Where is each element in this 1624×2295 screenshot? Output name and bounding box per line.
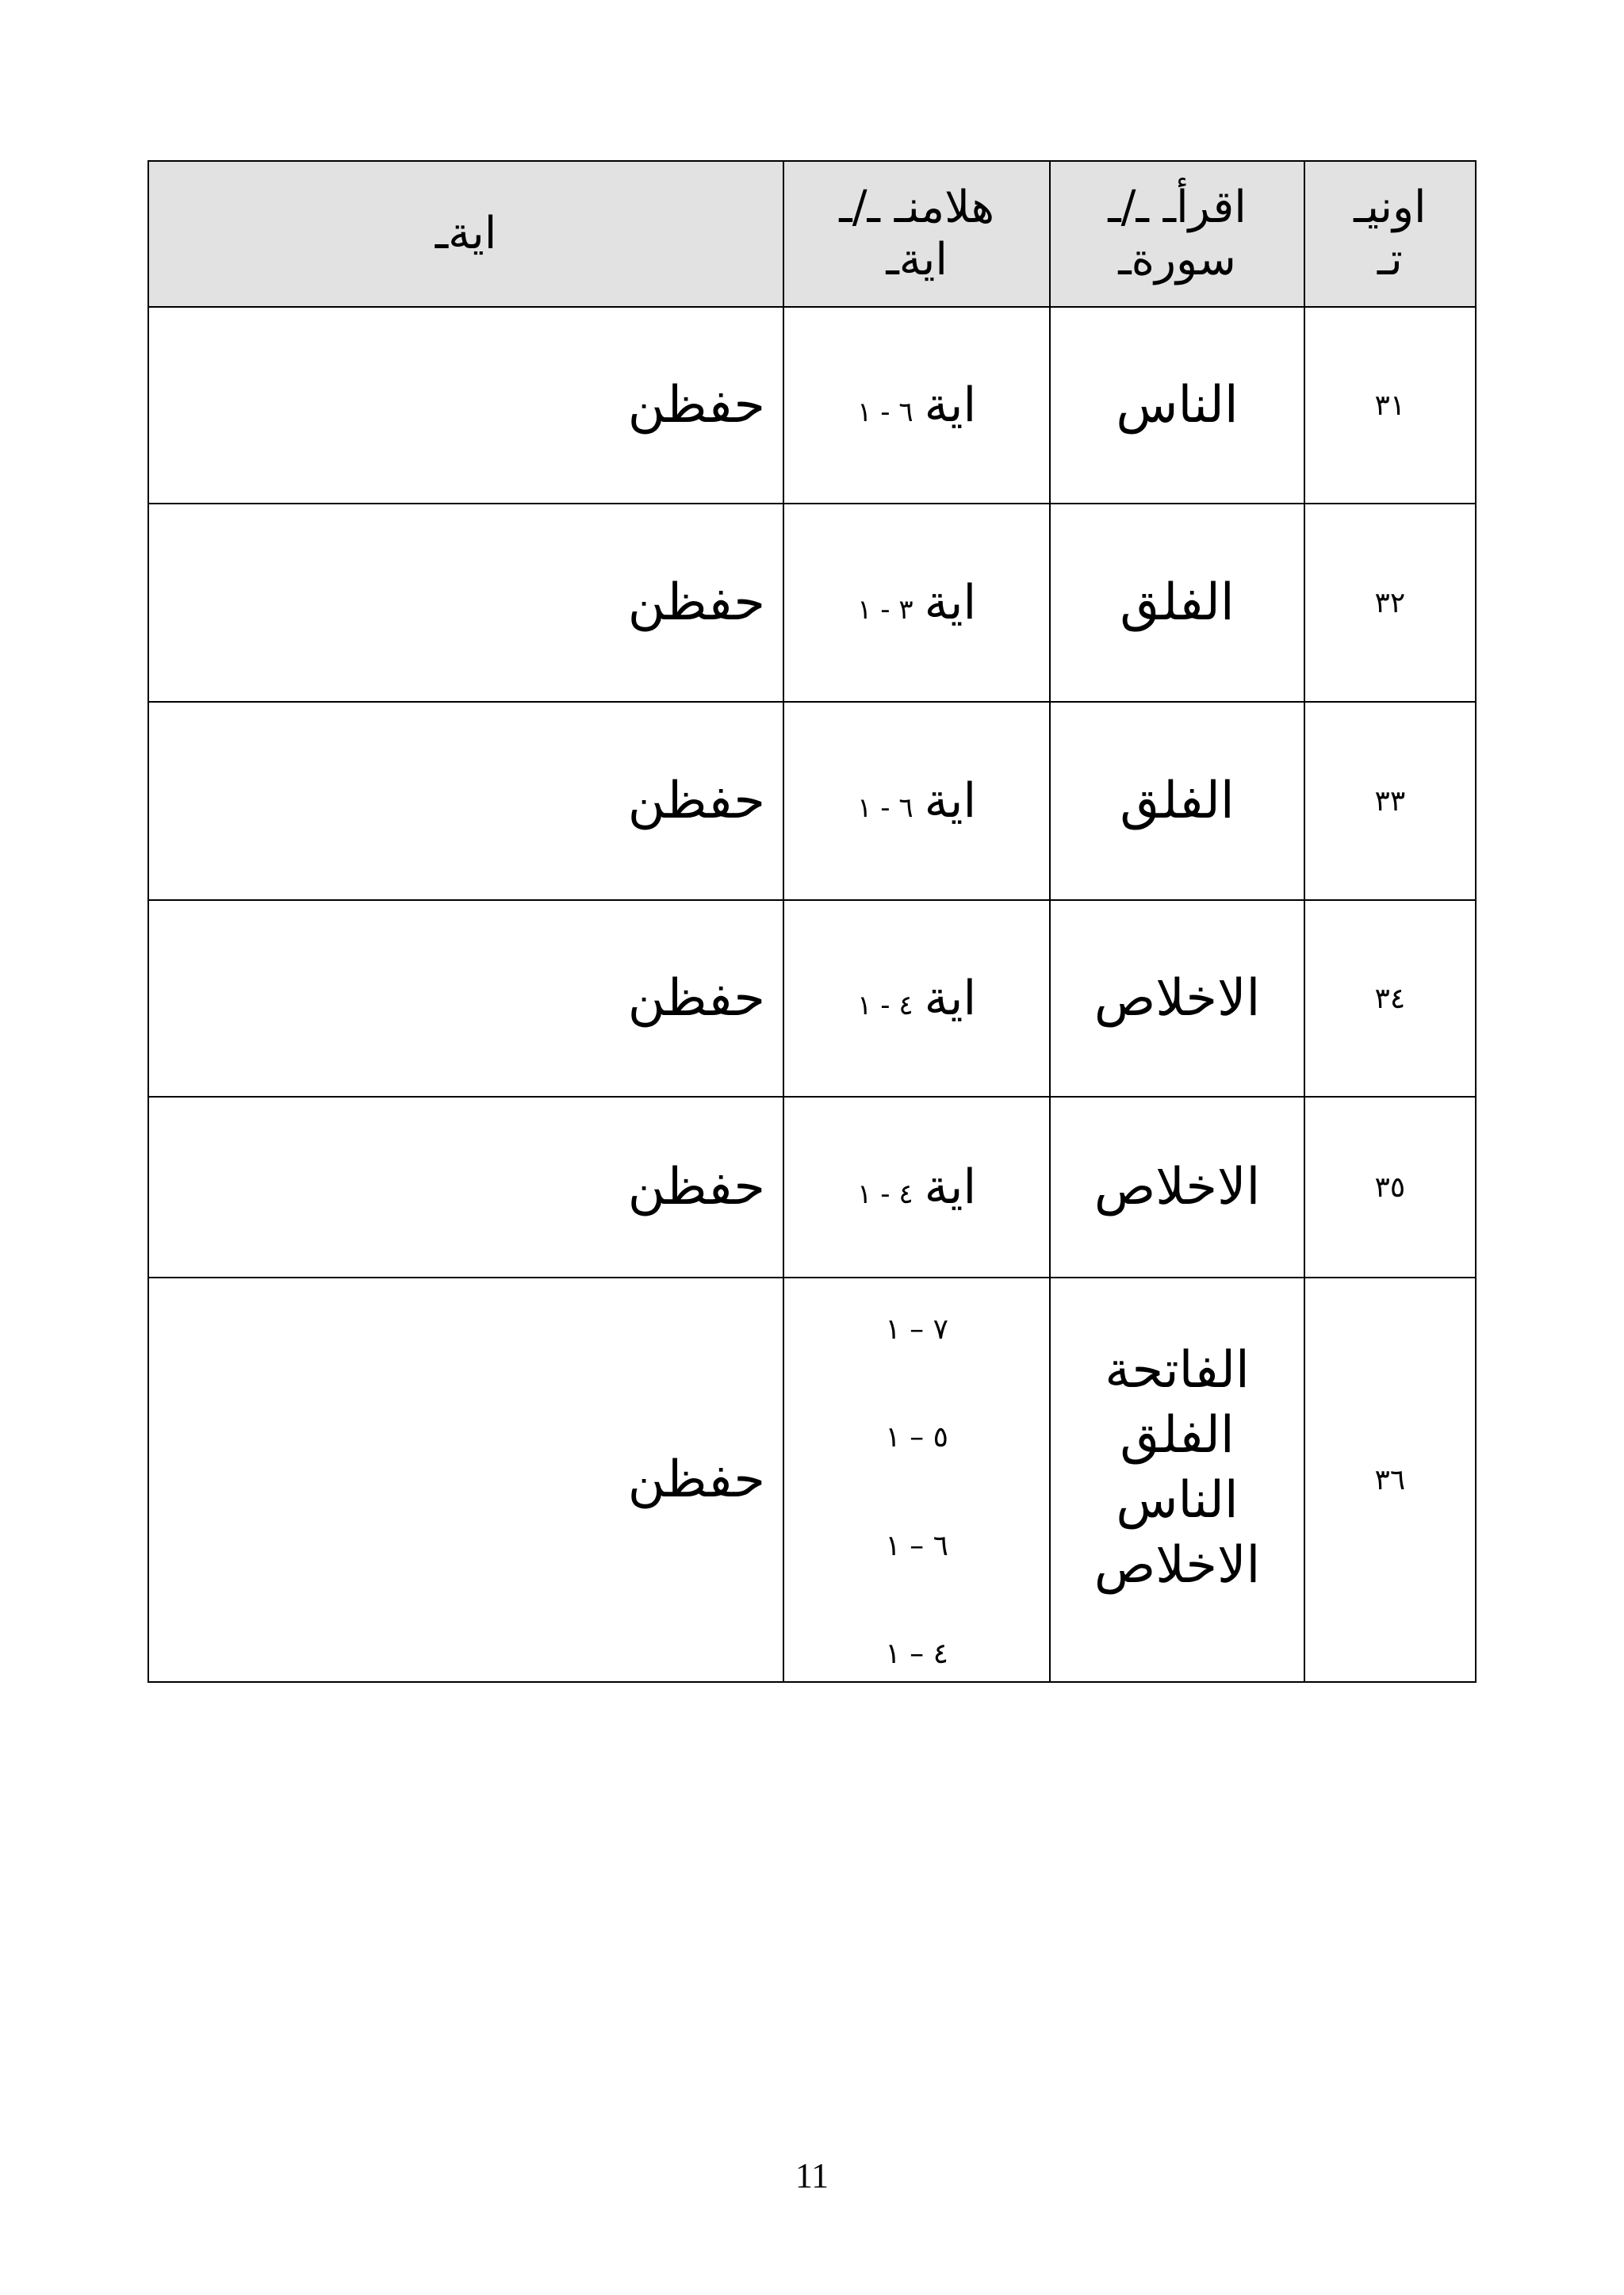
number-cell: ٣١ — [1304, 307, 1476, 504]
notes-cell: حفظن — [148, 307, 783, 504]
header-aya-range: هلامنـ ـ/ـ ايةـ — [783, 161, 1050, 307]
aya-word: اية — [924, 575, 977, 630]
table-row — [148, 1278, 1476, 1682]
aya-range-item: ٧ – ١ — [885, 1313, 948, 1346]
aya-range-item: ٤ – ١ — [885, 1637, 948, 1670]
surah-cell: الاخلاص — [1050, 900, 1304, 1097]
surah-item: الفاتحة — [1105, 1341, 1250, 1400]
aya-range-cell — [783, 900, 1050, 1097]
notes-cell: حفظن — [148, 900, 783, 1097]
notes-cell: حفظن — [148, 1097, 783, 1278]
table-row — [148, 1097, 1476, 1278]
surah-item: الاخلاص — [1094, 1536, 1261, 1595]
table-row — [148, 702, 1476, 900]
table-header-row — [148, 161, 1476, 307]
aya-range-cell — [783, 504, 1050, 702]
aya-range-cell — [783, 1278, 1050, 1682]
header-number: اونيـ تـ — [1304, 161, 1476, 307]
header-surah: اقرأـ ـ/ـ سورةـ — [1050, 161, 1304, 307]
aya-word: اية — [924, 971, 977, 1026]
notes-cell: حفظن — [148, 504, 783, 702]
aya-numbers: ٦ - ١ — [857, 397, 914, 428]
aya-numbers: ٤ - ١ — [857, 1178, 914, 1210]
aya-range-list — [784, 1289, 1049, 1670]
number-cell: ٣٤ — [1304, 900, 1476, 1097]
memorization-table — [147, 160, 1477, 1683]
surah-cell: الفلق — [1050, 702, 1304, 900]
number-cell: ٣٣ — [1304, 702, 1476, 900]
surah-cell — [1050, 1278, 1304, 1682]
header-notes: ايةـ — [148, 161, 783, 307]
surah-item: الفلق — [1120, 1406, 1235, 1465]
table-row — [148, 504, 1476, 702]
aya-word: اية — [924, 773, 977, 829]
aya-numbers: ٣ - ١ — [857, 594, 914, 626]
surah-cell: الفلق — [1050, 504, 1304, 702]
surah-list — [1051, 1338, 1303, 1598]
aya-range-cell — [783, 1097, 1050, 1278]
number-cell: ٣٦ — [1304, 1278, 1476, 1682]
aya-range-item: ٦ – ١ — [885, 1529, 948, 1562]
aya-range-cell — [783, 702, 1050, 900]
number-cell: ٣٢ — [1304, 504, 1476, 702]
aya-range-item: ٥ – ١ — [885, 1421, 948, 1454]
table-row — [148, 900, 1476, 1097]
aya-numbers: ٦ - ١ — [857, 792, 914, 824]
number-cell: ٣٥ — [1304, 1097, 1476, 1278]
surah-cell: الناس — [1050, 307, 1304, 504]
surah-cell: الاخلاص — [1050, 1097, 1304, 1278]
table-row — [148, 307, 1476, 504]
notes-cell: حفظن — [148, 702, 783, 900]
aya-word: اية — [924, 1159, 977, 1215]
notes-cell: حفظن — [148, 1278, 783, 1682]
page-number: 11 — [795, 2156, 829, 2195]
aya-numbers: ٤ - ١ — [857, 990, 914, 1021]
aya-range-cell — [783, 307, 1050, 504]
surah-item: الناس — [1116, 1471, 1239, 1530]
aya-word: اية — [924, 377, 977, 433]
